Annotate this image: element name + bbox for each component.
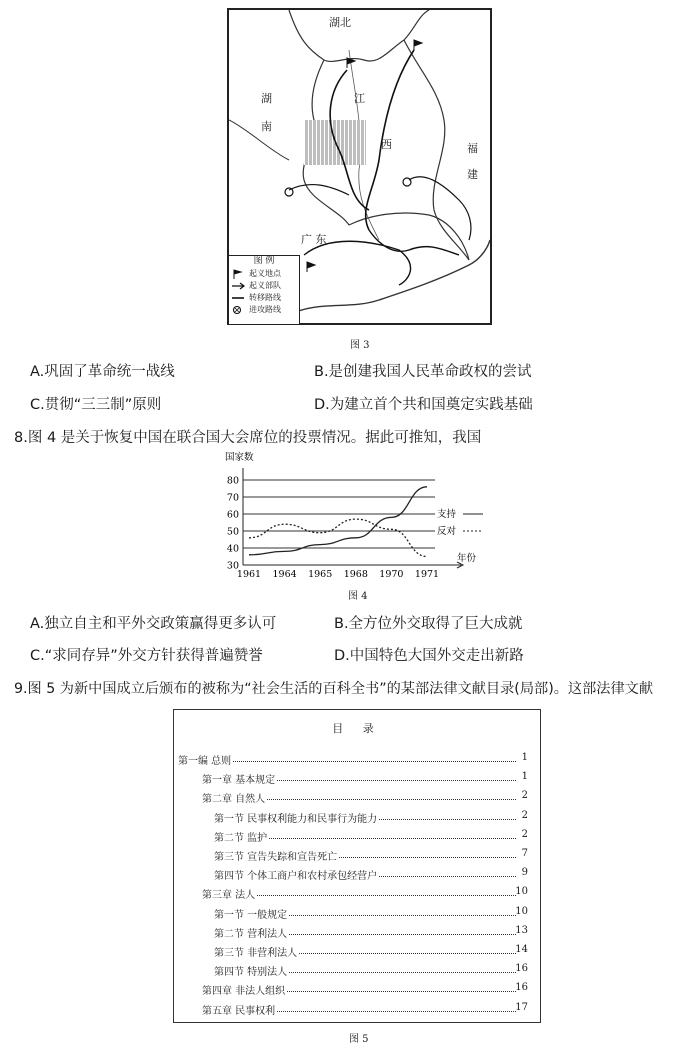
figure4-caption: 图 4 bbox=[348, 591, 368, 602]
toc-entry bbox=[174, 829, 540, 843]
legend-label: 反对 bbox=[437, 526, 457, 537]
toc-entry-page: 7 bbox=[521, 848, 528, 859]
toc-entry-title: 第一编 总则 bbox=[178, 756, 232, 767]
toc-entry bbox=[174, 867, 540, 881]
toc-leader bbox=[339, 857, 516, 858]
y-tick-label: 60 bbox=[226, 509, 239, 521]
toc-entry-title: 第二节 营利法人 bbox=[214, 928, 288, 940]
toc-leader bbox=[379, 819, 516, 820]
legend-item-transfer-route bbox=[231, 292, 297, 304]
toc-entry bbox=[174, 925, 540, 939]
toc-entry-title: 第五章 民事权利 bbox=[202, 1005, 276, 1017]
legend-item-uprising-site bbox=[231, 268, 297, 280]
legend-item-uprising-troops bbox=[231, 280, 297, 292]
legend-title: 图 例 bbox=[253, 256, 275, 266]
x-tick-label: 1970 bbox=[379, 569, 404, 580]
toc-entry bbox=[174, 848, 540, 862]
toc-entry-title: 第三节 非营利法人 bbox=[214, 948, 298, 959]
toc-entry-title: 第四节 特别法人 bbox=[214, 967, 288, 979]
q7-option-a: A.巩固了革命统一战线 bbox=[30, 364, 175, 380]
toc-leader bbox=[289, 972, 516, 973]
x-tick-label: 1965 bbox=[308, 569, 333, 580]
toc-leader bbox=[277, 1011, 516, 1012]
toc-entry bbox=[174, 944, 540, 958]
toc-entry-page: 14 bbox=[515, 944, 528, 955]
toc-entry-title: 第三章 法人 bbox=[202, 890, 256, 902]
toc-entry-page: 16 bbox=[515, 963, 528, 975]
figure3-caption: 图 3 bbox=[350, 340, 370, 351]
toc-entry-page: 16 bbox=[515, 982, 528, 994]
x-tick-label: 1968 bbox=[343, 569, 368, 580]
x-axis-label: 年份 bbox=[457, 553, 477, 564]
q8-option-c: C.“求同存异”外交方针获得普遍赞誉 bbox=[30, 648, 263, 664]
q8-option-d: D.中国特色大国外交走出新路 bbox=[334, 648, 524, 664]
toc-entry-title: 第一节 一般规定 bbox=[214, 909, 288, 921]
legend-label: 起义地点 bbox=[249, 269, 281, 278]
legend-label: 支持 bbox=[437, 509, 457, 520]
toc-body bbox=[174, 710, 540, 1022]
y-tick-label: 50 bbox=[226, 526, 239, 538]
toc-entry bbox=[174, 963, 540, 977]
toc-entry-page: 2 bbox=[521, 809, 528, 821]
q7-option-c: C.贯彻“三三制”原则 bbox=[30, 397, 162, 413]
y-tick-label: 30 bbox=[226, 560, 239, 572]
q7-option-b: B.是创建我国人民革命政权的尝试 bbox=[314, 364, 532, 380]
toc-entry bbox=[174, 906, 540, 920]
toc-leader bbox=[287, 991, 516, 992]
toc-entry-title: 第四节 个体工商户和农村承包经营户 bbox=[214, 871, 378, 883]
toc-leader bbox=[269, 838, 516, 839]
toc-entry bbox=[174, 752, 540, 766]
legend-label: 转移路线 bbox=[249, 293, 281, 302]
y-axis-label: 国家数 bbox=[225, 452, 254, 463]
figure4-chart bbox=[205, 448, 505, 583]
toc-entry-page: 17 bbox=[515, 1001, 528, 1013]
map-label-guangdong: 广 东 bbox=[301, 233, 327, 246]
toc-leader bbox=[289, 915, 516, 916]
legend-item-attack-route bbox=[231, 304, 297, 316]
toc-leader bbox=[289, 934, 516, 935]
toc-entry-title: 第二章 自然人 bbox=[202, 794, 266, 806]
legend-label: 进攻路线 bbox=[249, 305, 281, 314]
toc-entry-page: 2 bbox=[521, 790, 528, 802]
map-label-jiangxi-1: 江 bbox=[354, 92, 365, 105]
toc-leader bbox=[267, 799, 516, 800]
toc-entry-page: 1 bbox=[521, 752, 528, 763]
map-legend bbox=[229, 255, 300, 324]
q8-stem: 8.图 4 是关于恢复中国在联合国大会席位的投票情况。据此可推知，我国 bbox=[14, 430, 482, 446]
map-label-fujian-2: 建 bbox=[467, 168, 478, 181]
toc-entry-page: 10 bbox=[515, 905, 528, 917]
map-label-hubei: 湖北 bbox=[329, 16, 351, 29]
q7-option-d: D.为建立首个共和国奠定实践基础 bbox=[314, 397, 533, 413]
toc-entry-title: 第四章 非法人组织 bbox=[202, 986, 286, 998]
figure3-map bbox=[227, 8, 492, 325]
y-tick-label: 70 bbox=[226, 492, 239, 504]
toc-entry-title: 第一节 民事权利能力和民事行为能力 bbox=[214, 813, 378, 825]
toc-entry-page: 13 bbox=[515, 924, 528, 936]
x-tick-label: 1961 bbox=[236, 569, 262, 580]
toc-leader bbox=[277, 780, 516, 781]
toc-leader bbox=[257, 895, 516, 896]
map-label-hunan-2: 南 bbox=[261, 120, 272, 133]
toc-leader bbox=[379, 876, 516, 877]
map-label-fujian-1: 福 bbox=[467, 142, 478, 155]
legend-label: 起义部队 bbox=[249, 281, 281, 290]
toc-entry-page: 9 bbox=[521, 867, 528, 879]
toc-title: 目 录 bbox=[332, 722, 382, 735]
toc-entry-title: 第三节 宣告失踪和宣告死亡 bbox=[214, 852, 338, 863]
q9-stem: 9.图 5 为新中国成立后颁布的被称为“社会生活的百科全书”的某部法律文献目录(局部)。这部法律文献 bbox=[14, 681, 654, 697]
toc-entry-title: 第二节 监护 bbox=[214, 832, 268, 844]
q8-option-a: A.独立自主和平外交政策赢得更多认可 bbox=[30, 616, 277, 632]
toc-entry bbox=[174, 886, 540, 900]
toc-entry-title: 第一章 基本规定 bbox=[202, 775, 276, 787]
toc-entry-page: 2 bbox=[521, 828, 528, 840]
toc-entry bbox=[174, 982, 540, 996]
toc-entry-page: 10 bbox=[515, 886, 528, 898]
map-label-jiangxi-2: 西 bbox=[381, 138, 392, 151]
q8-option-b: B.全方位外交取得了巨大成就 bbox=[334, 616, 523, 632]
series-line-oppose bbox=[249, 519, 427, 556]
toc-leader bbox=[299, 953, 516, 954]
y-tick-label: 80 bbox=[226, 475, 239, 487]
map-label-hunan-1: 湖 bbox=[261, 92, 272, 105]
x-tick-label: 1964 bbox=[272, 569, 297, 580]
chart-svg bbox=[205, 448, 505, 583]
figure5-caption: 图 5 bbox=[349, 1034, 369, 1045]
y-tick-label: 40 bbox=[226, 543, 239, 555]
toc-entry bbox=[174, 810, 540, 824]
toc-entry bbox=[174, 790, 540, 804]
toc-entry-page: 1 bbox=[521, 771, 528, 783]
figure5-toc bbox=[173, 709, 541, 1023]
x-tick-label: 1971 bbox=[414, 569, 440, 580]
toc-leader bbox=[233, 761, 516, 762]
toc-entry bbox=[174, 1002, 540, 1016]
toc-entry bbox=[174, 771, 540, 785]
